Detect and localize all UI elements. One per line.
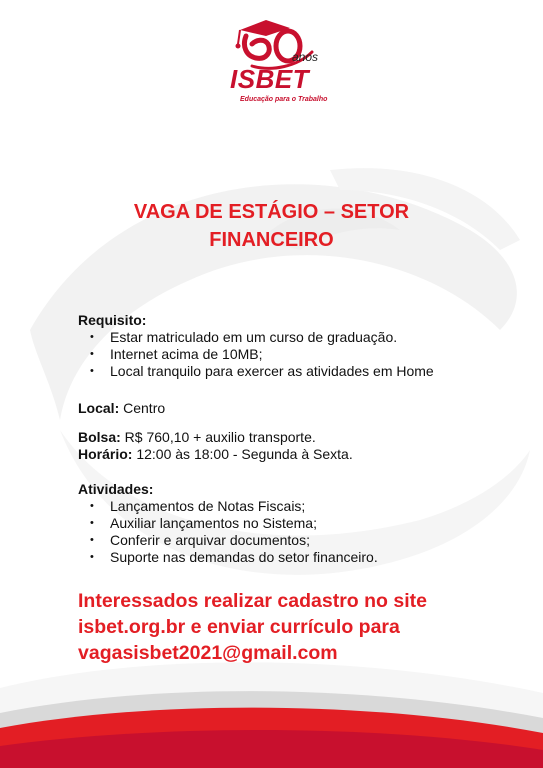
bottom-wave-decoration xyxy=(0,658,543,768)
horario-value: 12:00 às 18:00 - Segunda à Sexta. xyxy=(132,446,353,462)
logo-tagline: Educação para o Trabalho xyxy=(240,96,328,103)
job-title-line-2: FINANCEIRO xyxy=(209,229,334,251)
local-line xyxy=(78,400,498,417)
job-details xyxy=(78,312,498,566)
requisito-list xyxy=(78,329,498,380)
bolsa-line xyxy=(78,429,498,446)
list-item: • Lançamentos de Notas Fiscais; xyxy=(78,498,498,515)
bolsa-value: R$ 760,10 + auxilio transporte. xyxy=(120,429,316,445)
local-value: Centro xyxy=(119,400,166,416)
logo-anos-text: anos xyxy=(292,50,319,64)
job-title xyxy=(60,198,483,254)
list-item: • Conferir e arquivar documentos; xyxy=(78,532,498,549)
list-item: • Auxiliar lançamentos no Sistema; xyxy=(78,515,498,532)
list-item: • Estar matriculado em um curso de graduação. xyxy=(78,329,498,346)
atividades-heading: Atividades: xyxy=(78,481,154,497)
horario-label: Horário: xyxy=(78,446,133,462)
cta-email: vagasisbet2021@gmail.com xyxy=(78,642,338,664)
cta-line-1: Interessados realizar cadastro no site xyxy=(78,590,427,612)
bolsa-label: Bolsa: xyxy=(78,429,121,445)
local-label: Local: xyxy=(78,400,120,416)
cta-line-2: isbet.org.br e enviar currículo para xyxy=(78,616,400,638)
logo-wordmark: ISBET xyxy=(230,64,310,94)
list-item: • Internet acima de 10MB; xyxy=(78,346,498,363)
atividades-list xyxy=(78,498,498,566)
list-item: • Local tranquilo para exercer as atividades em Home xyxy=(78,363,498,380)
application-instructions xyxy=(78,588,518,666)
job-title-line-1: VAGA DE ESTÁGIO – SETOR xyxy=(133,201,410,223)
list-item: • Suporte nas demandas do setor financeiro. xyxy=(78,549,498,566)
horario-line xyxy=(78,446,498,463)
requisito-heading: Requisito: xyxy=(78,312,147,328)
